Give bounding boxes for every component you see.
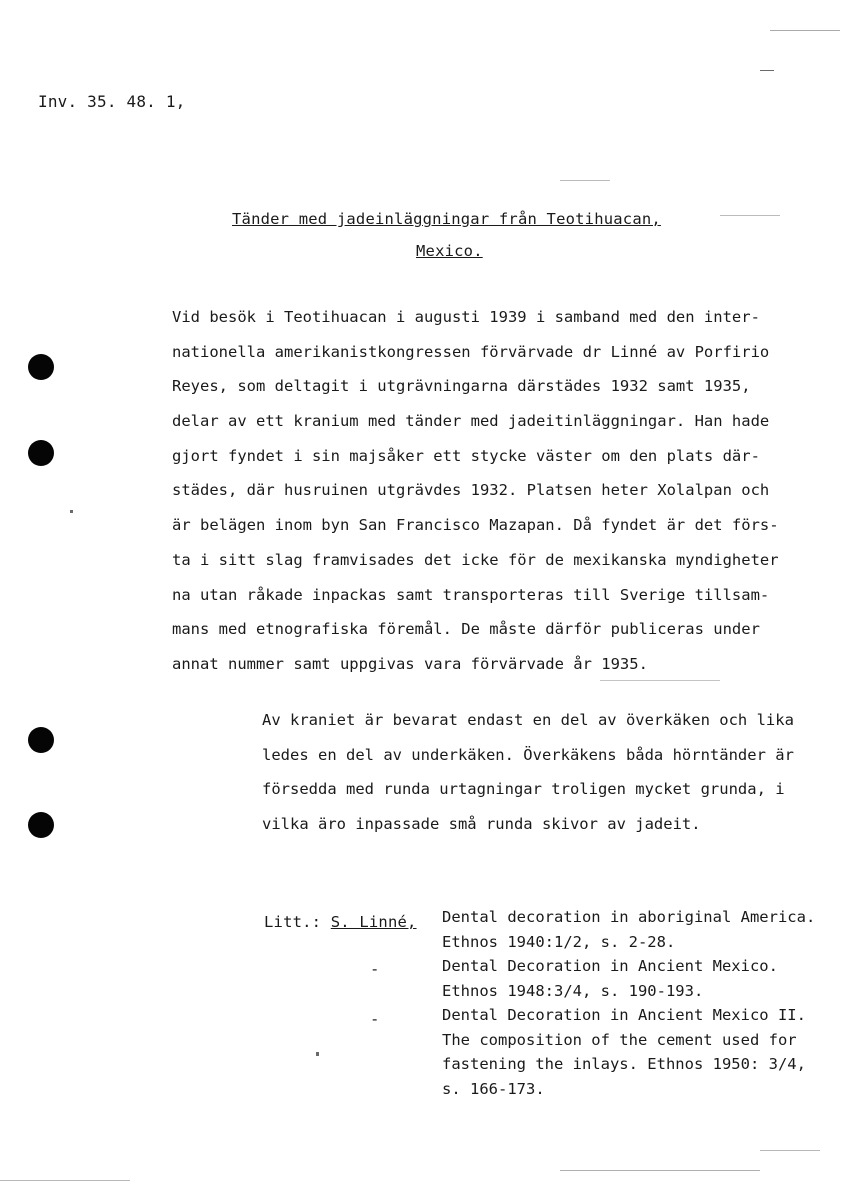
reference-line: The composition of the cement used for xyxy=(442,1030,797,1049)
document-title-line1: Tänder med jadeinläggningar från Teotihuacan, xyxy=(232,210,661,228)
literature-author: S. Linné, xyxy=(330,913,417,931)
text-line: är belägen inom byn San Francisco Mazapan. Då fyndet är det förs- xyxy=(172,516,779,535)
text-line: mans med etnografiska föremål. De måste därför publiceras under xyxy=(172,620,760,639)
text-line: Vid besök i Teotihuacan i augusti 1939 i samband med den inter- xyxy=(172,308,760,326)
literature-references xyxy=(442,905,815,1101)
punch-hole xyxy=(28,812,54,838)
text-line: städes, där husruinen utgrävdes 1932. Platsen heter Xolalpan och xyxy=(172,481,770,500)
text-line: delar av ett kranium med tänder med jadeitinläggningar. Han hade xyxy=(172,412,770,431)
punch-hole xyxy=(28,440,54,466)
scan-speck xyxy=(760,70,774,71)
reference-line: Ethnos 1948:3/4, s. 190-193. xyxy=(442,981,704,1000)
scan-speck xyxy=(70,510,73,513)
scan-speck xyxy=(560,1170,760,1171)
punch-hole xyxy=(28,354,54,380)
text-line: Reyes, som deltagit i utgrävningarna därstädes 1932 samt 1935, xyxy=(172,377,751,396)
ditto-dash: - xyxy=(370,1010,380,1028)
text-line: ledes en del av underkäken. Överkäkens båda hörntänder är xyxy=(262,745,794,764)
reference-line: fastening the inlays. Ethnos 1950: 3/4, xyxy=(442,1055,806,1073)
literature-heading xyxy=(264,913,417,931)
scan-speck xyxy=(560,180,610,181)
inventory-number: Inv. 35. 48. 1, xyxy=(38,92,186,111)
text-line: gjort fyndet i sin majsåker ett stycke väster om den plats där- xyxy=(172,446,760,465)
reference-line: Dental Decoration in Ancient Mexico. xyxy=(442,957,778,975)
scan-speck xyxy=(770,30,840,31)
ditto-dash: - xyxy=(370,960,380,978)
scan-speck xyxy=(0,1180,130,1181)
text-line: ta i sitt slag framvisades det icke för de mexikanska myndigheter xyxy=(172,550,779,569)
text-line: na utan råkade inpackas samt transporteras till Sverige tillsam- xyxy=(172,585,770,604)
paragraph-1 xyxy=(172,300,779,682)
text-line: nationella amerikanistkongressen förvärvade dr Linné av Porfirio xyxy=(172,342,770,361)
reference-line: Dental Decoration in Ancient Mexico II. xyxy=(442,1006,806,1024)
scan-speck xyxy=(760,1150,820,1151)
literature-label: Litt.: xyxy=(264,913,322,931)
punch-hole xyxy=(28,727,54,753)
text-line: Av kraniet är bevarat endast en del av överkäken och lika xyxy=(262,711,794,729)
text-line: annat nummer samt uppgivas vara förvärvade år 1935. xyxy=(172,654,648,673)
scan-speck xyxy=(316,1052,319,1056)
text-line: vilka äro inpassade små runda skivor av jadeit. xyxy=(262,814,701,833)
reference-line: Ethnos 1940:1/2, s. 2-28. xyxy=(442,932,676,951)
reference-line: s. 166-173. xyxy=(442,1079,545,1098)
text-line: försedda med runda urtagningar troligen mycket grunda, i xyxy=(262,780,785,798)
scan-speck xyxy=(720,215,780,216)
paragraph-2 xyxy=(262,703,794,841)
reference-line: Dental decoration in aboriginal America. xyxy=(442,908,816,926)
document-title-line2: Mexico. xyxy=(416,242,483,260)
